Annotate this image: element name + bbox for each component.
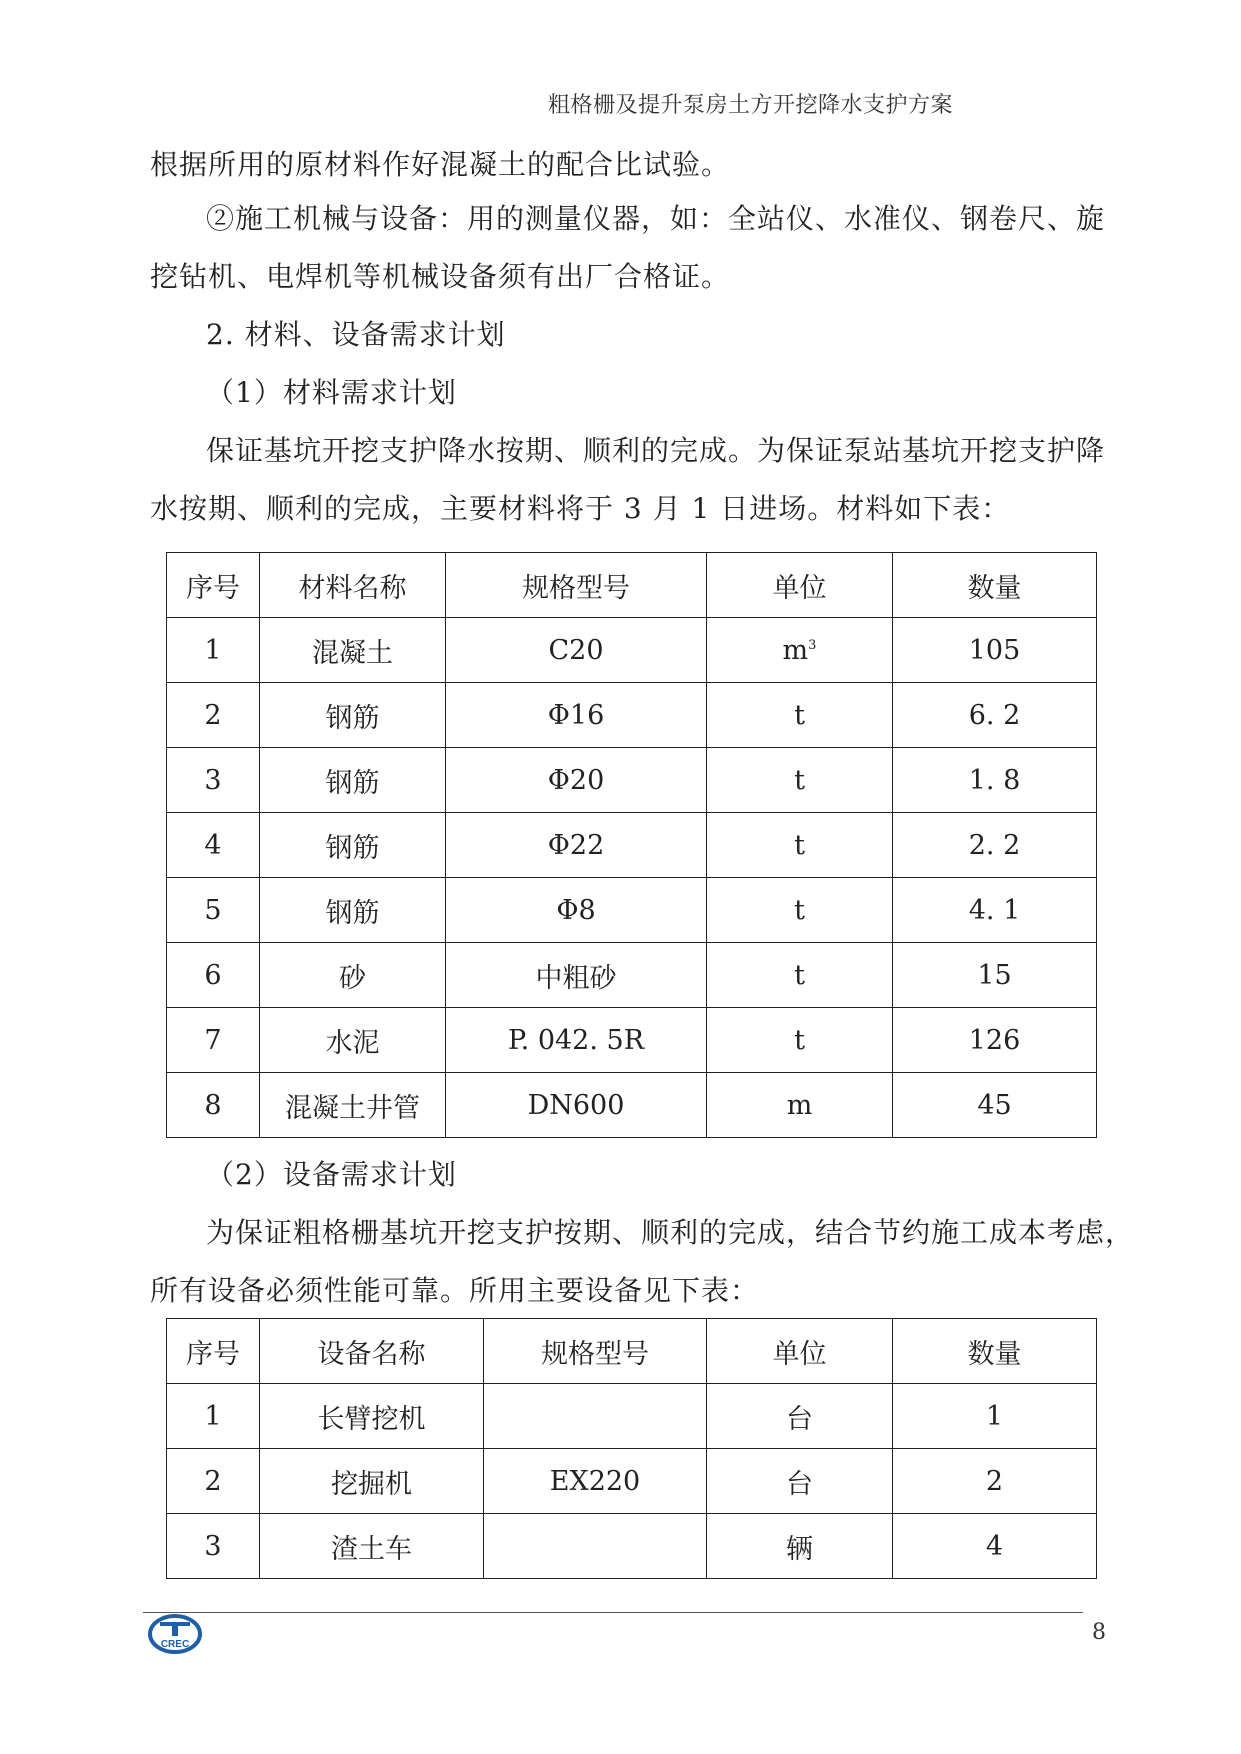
equipment-header-row — [167, 1319, 1097, 1384]
table-cell: 砂 — [260, 943, 446, 1008]
table-cell: 2 — [167, 683, 260, 748]
table-cell: 钢筋 — [260, 878, 446, 943]
table-row — [167, 943, 1097, 1008]
table-cell: 混凝土井管 — [260, 1073, 446, 1138]
table-row — [167, 1008, 1097, 1073]
table-cell: 台 — [707, 1384, 893, 1449]
header-cell: 序号 — [167, 1319, 260, 1384]
table-cell: 辆 — [707, 1514, 893, 1579]
table-cell: 8 — [167, 1073, 260, 1138]
table-cell: 2. 2 — [893, 813, 1097, 878]
table-cell: 2 — [893, 1449, 1097, 1514]
table-row — [167, 748, 1097, 813]
header-cell: 单位 — [707, 1319, 893, 1384]
table-row — [167, 1384, 1097, 1449]
table-cell: 4 — [167, 813, 260, 878]
table-cell: 2 — [167, 1449, 260, 1514]
table-row — [167, 683, 1097, 748]
header-cell: 数量 — [893, 1319, 1097, 1384]
table-row — [167, 878, 1097, 943]
table-cell: 混凝土 — [260, 618, 446, 683]
unit-superscript: 3 — [808, 637, 817, 653]
header-cell: 单位 — [707, 553, 893, 618]
table-cell: m — [707, 1073, 893, 1138]
paragraph-material-line2: 水按期、顺利的完成，主要材料将于 3 月 1 日进场。材料如下表： — [150, 492, 1011, 525]
table-cell: 126 — [893, 1008, 1097, 1073]
table-cell: t — [707, 943, 893, 1008]
section-heading-plan: 2. 材料、设备需求计划 — [206, 318, 506, 351]
table-cell: 3 — [167, 1514, 260, 1579]
table-cell: 1 — [893, 1384, 1097, 1449]
table-cell: 中粗砂 — [446, 943, 707, 1008]
table-cell: t — [707, 683, 893, 748]
table-cell: Φ16 — [446, 683, 707, 748]
table-cell: 1 — [167, 618, 260, 683]
header-cell: 设备名称 — [260, 1319, 484, 1384]
table-cell: 15 — [893, 943, 1097, 1008]
table-cell: 钢筋 — [260, 813, 446, 878]
table-cell: t — [707, 748, 893, 813]
table-cell: 钢筋 — [260, 683, 446, 748]
table-cell: 长臂挖机 — [260, 1384, 484, 1449]
table-cell: DN600 — [446, 1073, 707, 1138]
table-cell — [484, 1384, 707, 1449]
table-cell: 1. 8 — [893, 748, 1097, 813]
header-cell: 规格型号 — [484, 1319, 707, 1384]
table-cell: 1 — [167, 1384, 260, 1449]
unit-text: m — [782, 634, 809, 666]
table-row — [167, 618, 1097, 683]
table-cell: P. 042. 5R — [446, 1008, 707, 1073]
materials-table — [166, 552, 1097, 1138]
table-cell: t — [707, 1008, 893, 1073]
header-cell: 数量 — [893, 553, 1097, 618]
table-cell: 4 — [893, 1514, 1097, 1579]
table-cell — [707, 618, 893, 683]
page-number: 8 — [1092, 1620, 1106, 1645]
paragraph-equipment-line2: 挖钻机、电焊机等机械设备须有出厂合格证。 — [150, 260, 731, 293]
table-cell: 4. 1 — [893, 878, 1097, 943]
table-cell: Φ20 — [446, 748, 707, 813]
table-cell: t — [707, 878, 893, 943]
header-cell: 序号 — [167, 553, 260, 618]
table-row — [167, 1073, 1097, 1138]
table-cell: 6. 2 — [893, 683, 1097, 748]
table-cell: 渣土车 — [260, 1514, 484, 1579]
table-cell: 3 — [167, 748, 260, 813]
header-cell: 规格型号 — [446, 553, 707, 618]
paragraph-equipment-line1: ②施工机械与设备：用的测量仪器，如：全站仪、水准仪、钢卷尺、旋 — [206, 202, 1106, 235]
table-cell: Φ8 — [446, 878, 707, 943]
table-cell: Φ22 — [446, 813, 707, 878]
table-row — [167, 1514, 1097, 1579]
table-row — [167, 813, 1097, 878]
table-cell: 6 — [167, 943, 260, 1008]
table-cell: C20 — [446, 618, 707, 683]
table-cell: 5 — [167, 878, 260, 943]
paragraph-material-line1: 保证基坑开挖支护降水按期、顺利的完成。为保证泵站基坑开挖支护降 — [206, 434, 1106, 467]
footer-divider — [143, 1612, 1083, 1613]
table-cell: 钢筋 — [260, 748, 446, 813]
crec-logo-icon — [148, 1614, 202, 1654]
logo-text: CREC — [160, 1639, 190, 1650]
table-cell: 45 — [893, 1073, 1097, 1138]
table-cell: 台 — [707, 1449, 893, 1514]
materials-header-row — [167, 553, 1097, 618]
table-cell: EX220 — [484, 1449, 707, 1514]
table-cell: 7 — [167, 1008, 260, 1073]
table-cell: 水泥 — [260, 1008, 446, 1073]
equipment-table — [166, 1318, 1097, 1579]
subheading-equipment-plan: （2）设备需求计划 — [206, 1158, 457, 1191]
paragraph-equipment-plan-line1: 为保证粗格栅基坑开挖支护按期、顺利的完成，结合节约施工成本考虑， — [206, 1216, 1135, 1249]
paragraph-mix-ratio: 根据所用的原材料作好混凝土的配合比试验。 — [150, 148, 731, 181]
table-cell — [484, 1514, 707, 1579]
header-cell: 材料名称 — [260, 553, 446, 618]
table-cell: 挖掘机 — [260, 1449, 484, 1514]
table-cell: t — [707, 813, 893, 878]
table-cell: 105 — [893, 618, 1097, 683]
page-header-title: 粗格栅及提升泵房土方开挖降水支护方案 — [548, 93, 954, 118]
paragraph-equipment-plan-line2: 所有设备必须性能可靠。所用主要设备见下表： — [150, 1274, 760, 1307]
table-row — [167, 1449, 1097, 1514]
subheading-material-plan: （1）材料需求计划 — [206, 376, 457, 409]
